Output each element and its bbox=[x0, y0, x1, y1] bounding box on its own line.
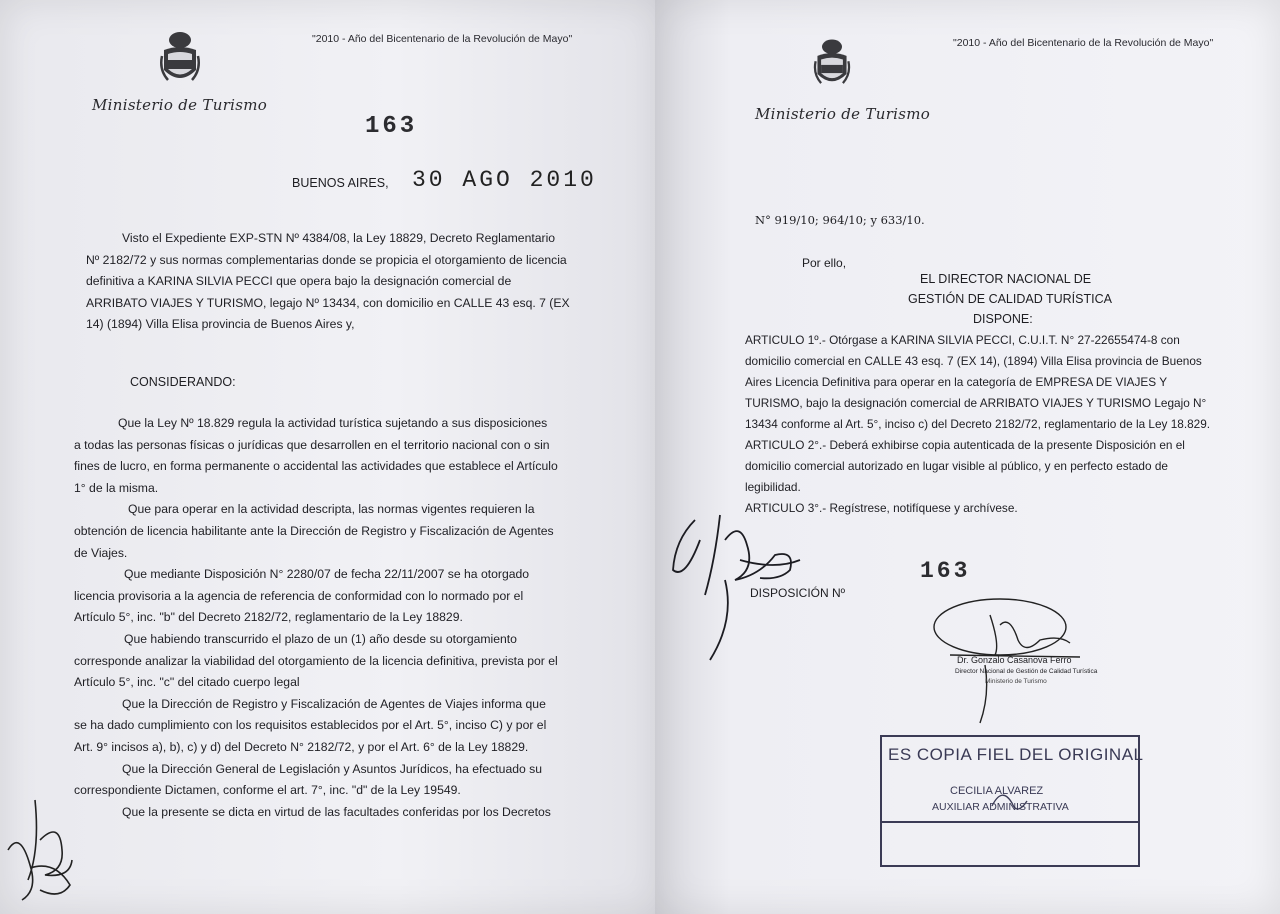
signer-ministry: Ministerio de Turismo bbox=[985, 678, 1047, 685]
signer-name: Dr. Gonzalo Casanova Ferro bbox=[957, 655, 1072, 665]
text-line: fines de lucro, en forma permanente o accidental las actividades que establece el Artículo bbox=[74, 459, 558, 474]
articles-body bbox=[745, 330, 1245, 519]
stamp-divider bbox=[882, 821, 1138, 823]
text-line: TURISMO, bajo la designación comercial de ARRIBATO VIAJES Y TURISMO Legajo N° bbox=[745, 396, 1207, 410]
initials-signature-icon bbox=[982, 781, 1042, 821]
director-title-line2: GESTIÓN DE CALIDAD TURÍSTICA bbox=[908, 292, 1112, 306]
disposition-number-stamp: 163 bbox=[365, 113, 418, 140]
coat-of-arms-icon bbox=[158, 30, 202, 88]
text-line: de Viajes. bbox=[74, 545, 128, 560]
text-line: Nº 2182/72 y sus normas complementarias donde se propicia el otorgamiento de licencia bbox=[86, 252, 567, 267]
ministry-heading: Ministerio de Turismo bbox=[755, 105, 931, 123]
visto-paragraph bbox=[86, 228, 586, 336]
text-line: definitiva a KARINA SILVIA PECCI que opera bajo la designación comercial de bbox=[86, 274, 512, 289]
text-line: 14) (1894) Villa Elisa provincia de Buenos Aires y, bbox=[86, 317, 355, 332]
dispone-heading: DISPONE: bbox=[973, 312, 1033, 326]
director-title-line1: EL DIRECTOR NACIONAL DE bbox=[920, 272, 1092, 286]
disposition-number-stamp: 163 bbox=[920, 558, 971, 584]
signer-title: Director Nacional de Gestión de Calidad Turística bbox=[955, 668, 1098, 675]
text-line: Aires Licencia Definitiva para operar en la categoría de EMPRESA DE VIAJES Y bbox=[745, 375, 1168, 389]
copy-stamp-title: AUXILIAR ADMINISTRATIVA bbox=[932, 801, 1069, 813]
date-stamp: 30 AGO 2010 bbox=[412, 167, 597, 193]
right-page bbox=[655, 0, 1280, 914]
text-line: Que la Dirección General de Legislación y Asuntos Jurídicos, ha efectuado su bbox=[122, 761, 543, 776]
certified-copy-stamp bbox=[880, 735, 1144, 867]
text-line: 1° de la misma. bbox=[74, 480, 159, 495]
motto-text: "2010 - Año del Bicentenario de la Revolución de Mayo" bbox=[953, 37, 1214, 49]
copy-stamp-name: CECILIA ALVAREZ bbox=[950, 785, 1044, 797]
considerando-heading: CONSIDERANDO: bbox=[130, 375, 236, 389]
text-line: legibilidad. bbox=[745, 480, 801, 494]
text-line: ARRIBATO VIAJES Y TURISMO, legajo Nº 13434, con domicilio en CALLE 43 esq. 7 (EX bbox=[86, 295, 570, 310]
decrees-text: N° 919/10; 964/10; y 633/10. bbox=[755, 213, 925, 227]
text-line: Artículo 5°, inc. "b" del Decreto 2182/72, reglamentario de la Ley 18829. bbox=[74, 610, 463, 625]
coat-of-arms-icon bbox=[812, 36, 852, 92]
text-line: Que habiendo transcurrido el plazo de un (1) año desde su otorgamiento bbox=[124, 631, 517, 646]
copy-stamp-text: ES COPIA FIEL DEL ORIGINAL bbox=[888, 745, 1144, 764]
por-ello-text: Por ello, bbox=[802, 256, 847, 270]
text-line: ARTICULO 2°.- Deberá exhibirse copia autenticada de la presente Disposición en el bbox=[745, 438, 1185, 452]
ministry-heading: Ministerio de Turismo bbox=[92, 96, 268, 114]
text-line: Artículo 5°, inc. "c" del citado cuerpo legal bbox=[74, 675, 300, 690]
text-line: domicilio comercial autorizado en lugar visible al público, y en perfecto estado de bbox=[745, 459, 1168, 473]
text-line: Que la Dirección de Registro y Fiscalización de Agentes de Viajes informa que bbox=[122, 696, 546, 711]
text-line: a todas las personas físicas o jurídicas que desarrollen en el territorio nacional con o sin bbox=[74, 437, 550, 452]
text-line: domicilio comercial en CALLE 43 esq. 7 (EX 14), (1894) Villa Elisa provincia de Buenos bbox=[745, 354, 1202, 368]
text-line: correspondiente Dictamen, conforme el art. 7°, inc. "d" de la Ley 19549. bbox=[74, 783, 461, 798]
text-line: 13434 conforme al Art. 5°, inciso c) del Decreto 2182/72, reglamentario de la Ley 18.829. bbox=[745, 417, 1211, 431]
motto-text: "2010 - Año del Bicentenario de la Revolución de Mayo" bbox=[312, 33, 573, 45]
text-line: corresponde analizar la viabilidad del otorgamiento de la licencia definitiva, prevista por el bbox=[74, 653, 558, 668]
text-line: obtención de licencia habilitante ante la Dirección de Registro y Fiscalización de Agentes bbox=[74, 523, 554, 538]
text-line: Que la presente se dicta en virtud de las facultades conferidas por los Decretos bbox=[122, 804, 551, 819]
text-line: Que para operar en la actividad descripta, las normas vigentes requieren la bbox=[128, 502, 535, 517]
text-line: ARTICULO 3°.- Regístrese, notifíquese y archívese. bbox=[745, 501, 1018, 515]
handwritten-signature-icon bbox=[665, 500, 815, 670]
text-line: se ha dado cumplimiento con los requisitos establecidos por el Art. 5°, inciso C) y por el bbox=[74, 718, 547, 733]
text-line: Art. 9° incisos a), b), c) y d) del Decreto N° 2182/72, y por el Art. 6° de la Ley 18829. bbox=[74, 739, 529, 754]
text-line: Que la Ley Nº 18.829 regula la actividad turística sujetando a sus disposiciones bbox=[118, 416, 548, 430]
text-line: ARTICULO 1º.- Otórgase a KARINA SILVIA PECCI, C.U.I.T. N° 27-22655474-8 con bbox=[745, 333, 1180, 347]
city-label: BUENOS AIRES, bbox=[292, 176, 389, 190]
text-line: Que mediante Disposición N° 2280/07 de fecha 22/11/2007 se ha otorgado bbox=[124, 567, 530, 582]
disposicion-label: DISPOSICIÓN Nº bbox=[750, 586, 846, 600]
text-line: licencia provisoria a la agencia de referencia de conformidad con lo normado por el bbox=[74, 588, 524, 603]
considerando-body bbox=[74, 413, 594, 823]
text-line: Visto el Expediente EXP-STN Nº 4384/08, la Ley 18829, Decreto Reglamentario bbox=[122, 231, 556, 245]
initials-signature-icon bbox=[0, 790, 90, 914]
